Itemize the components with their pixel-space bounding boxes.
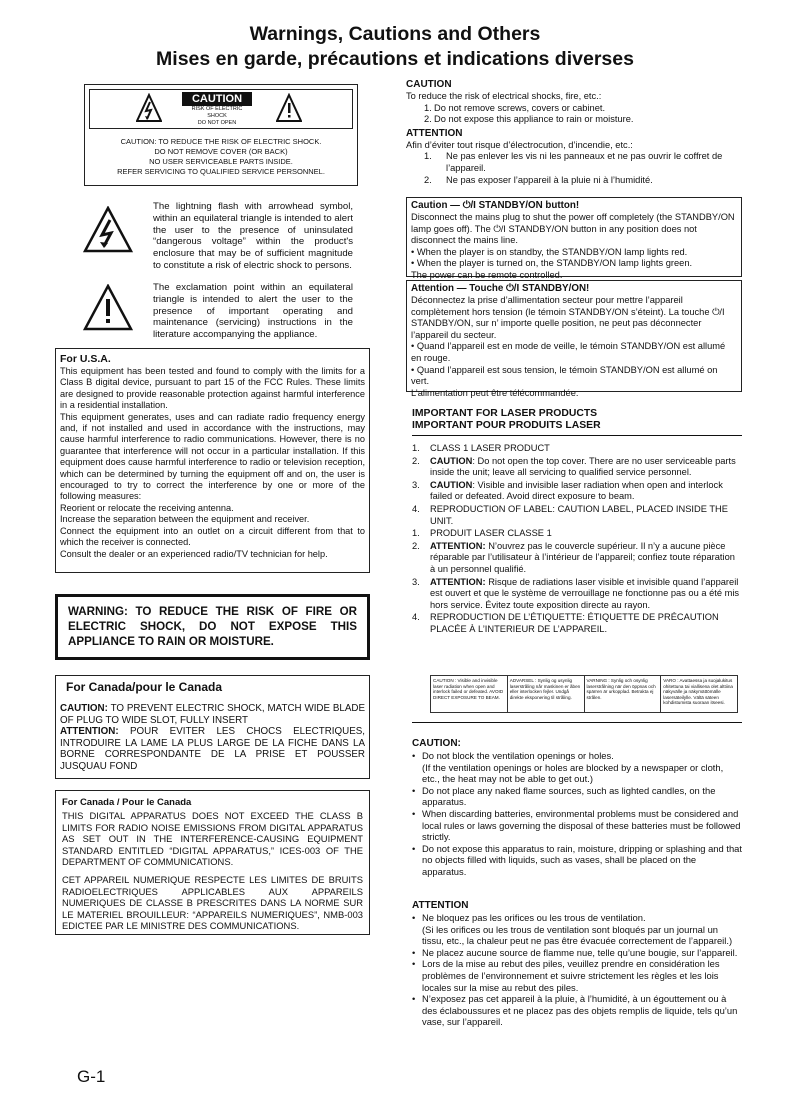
caution-item-2-num: 2.: [424, 114, 432, 125]
standby-en-line-3: • When the player is turned on, the STANDBY/ON lamp lights green.: [411, 258, 693, 269]
caution-line-1: CAUTION: TO REDUCE THE RISK OF ELECTRIC SHOCK.: [120, 137, 322, 146]
caution-sub2: DO NOT OPEN: [197, 120, 237, 126]
caution2-heading: CAUTION:: [412, 738, 461, 749]
attention2-heading: ATTENTION: [412, 900, 469, 911]
laser-rule: [412, 435, 742, 436]
canada-attention-label: ATTENTION:: [60, 726, 119, 738]
laser-bottom-rule: [412, 722, 742, 723]
laser-caution-label-image: [430, 675, 738, 713]
canada-ices-p2: CET APPAREIL NUMERIQUE RESPECTE LES LIMITES DE BRUITS RADIOELECTRIQUES APPLICABLES AUX APPAREILS NUMERIQUES DE CLASSE B PRESCRITES DANS LA NORME SUR LE MATERIEL BROUILLEUR: “APPAREILS NUMERIQUES”, NMB-003 EDICTEE PAR LE MINISTRE DES COMMUNICATIONS.: [62, 873, 363, 932]
usa-p4: Increase the separation between the equipment and receiver.: [60, 514, 310, 525]
usa-p2: This equipment generates, uses and can radiate radio frequency energy and, if not installed and used in accordance with the instructions, may cause harmful interference to radio communications. However, there is no guarantee that interference will not occur in a particular installation. If this equipment does cause harmful interference to radio or television reception, which can be determined by turning the equipment off and on, the user is encouraged to try to correct the interference by one or more of the following measures:: [60, 411, 365, 502]
lightning-triangle-icon: [83, 206, 133, 259]
laser-item: 1. CLASS 1 LASER PRODUCT: [412, 443, 550, 453]
usa-box: [55, 348, 370, 573]
canada-ices-box: [55, 790, 370, 935]
attention-intro: Afin d’éviter tout risque d’électrocution, d’incendie, etc.:: [406, 139, 633, 150]
caution-label-box: [84, 84, 358, 186]
canada-plug-heading: For Canada/pour le Canada: [66, 680, 223, 694]
caution-item-1: Do not remove screws, covers or cabinet.: [434, 102, 606, 113]
canada-ices-p1: THIS DIGITAL APPARATUS DOES NOT EXCEED THE CLASS B LIMITS FOR RADIO NOISE EMISSIONS FROM DIGITAL APPARATUS AS SET OUT IN THE INTERFERENCE-CAUSING EQUIPMENT STANDARD ENTITLED “DIGITAL APPARATUS,” ICES-003 OF THE DEPARTMENT OF COMMUNICATIONS.: [62, 810, 363, 868]
caution-line-3: NO USER SERVICEABLE PARTS INSIDE.: [149, 157, 293, 166]
caution-badge: CAUTION: [182, 92, 252, 106]
standby-en-box: [406, 197, 742, 280]
attention-heading: ATTENTION: [406, 127, 463, 139]
warning-box: [55, 594, 370, 660]
exclamation-icon: [276, 93, 302, 128]
lightning-icon: [136, 93, 162, 128]
usa-p6: Consult the dealer or an experienced radio/TV technician for help.: [60, 548, 328, 559]
caution2-item: • Do not block the ventilation openings or holes.: [422, 750, 742, 762]
usa-p3: Reorient or relocate the receiving antenna.: [60, 502, 234, 513]
standby-fr-box: [406, 280, 742, 398]
usa-p1: This equipment has been tested and found to comply with the limits for a Class B digital device, pursuant to part 15 of the FCC Rules. These limits are designed to provide reasonable protection against harmful interference in a residential installation.: [60, 366, 365, 411]
caution-sub1: RISK OF ELECTRIC SHOCK: [191, 106, 243, 119]
laser-list: [412, 443, 740, 636]
label-cell-fi: VARO : Avattaessa ja suojalukitus ohitettuna tai viallisena olet alttiina näkyvälle ja näkymättömälle lasersäteilylle. Vältä säteen kohdistumista suoraan itseesi.: [663, 678, 733, 706]
attention-item-2-num: 2.: [424, 174, 432, 185]
canada-ices-heading: For Canada / Pour le Canada: [62, 797, 192, 808]
caution-item-2: Do not expose this appliance to rain or moisture.: [434, 114, 634, 125]
caution-intro: To reduce the risk of electrical shocks, fire, etc.:: [406, 91, 602, 101]
attention2-item: • Ne bloquez pas les orifices ou les trous de ventilation.: [422, 912, 742, 924]
canada-attention-text: POUR EVITER LES CHOCS ELECTRIQUES, INTRODUIRE LA LAME LA PLUS LARGE DE LA FICHE DANS LA BORNE CORRESPONDANTE DE LA PRISE ET POUSSER JUSQUAU FOND: [60, 726, 365, 772]
attention2-item: • Ne placez aucune source de flamme nue, telle qu’une bougie, sur l’appareil.: [422, 947, 742, 959]
lightning-explanation: The lightning flash with arrowhead symbol, within an equilateral triangle is intended to alert the user to the presence of uninsulated “dangerous voltage” within the product's enclosure that may be of sufficient magnitude to constitute a risk of electric shock to persons.: [153, 201, 353, 271]
laser-item: 2. ATTENTION: N’ouvrez pas le couvercle supérieur. Il n’y a aucune pièce réparable par l’utilisateur à l’intérieur de l’appareil; confiez toute réparation à un personnel qualifié.: [412, 540, 735, 574]
standby-en-line-1: Disconnect the mains plug to shut the power off completely (the STANDBY/ON lamp goes off). The ⏻/I STANDBY/ON button in any position does not disconnect the mains line.: [411, 212, 735, 246]
usa-p5: Connect the equipment into an outlet on a circuit different from that to which the receiver is connected.: [60, 525, 365, 548]
laser-item: 4. REPRODUCTION DE L’ÉTIQUETTE: ÉTIQUETTE DE PRÉCAUTION PLACÉE À L’INTERIEUR DE L’APPAREIL.: [412, 612, 719, 634]
caution2-item: • When discarding batteries, environmental problems must be considered and local rules or laws governing the disposal of these batteries must be followed strictly.: [422, 808, 742, 843]
attention-ventilation-section: [412, 900, 742, 1028]
canada-plug-box: [55, 675, 370, 779]
exclamation-explanation: The exclamation point within an equilateral triangle is intended to alert the user to the presence of important operating and maintenance (servicing) instructions in the literature accompanying the appliance.: [153, 282, 353, 341]
page-subtitle: Mises en garde, précautions et indications diverses: [156, 48, 634, 70]
attention2-item: • N’exposez pas cet appareil à la pluie, à l’humidité, à un égouttement ou à des éclaboussures et ne placez pas des objets remplis de liquide, tels qu’un vase, sur l’appareil.: [422, 993, 742, 1028]
laser-section: [412, 408, 742, 436]
label-cell-en: CAUTION : Visible and invisible laser radiation when open and interlock failed or defeated. AVOID DIRECT EXPOSURE TO BEAM.: [431, 676, 508, 712]
canada-caution-text: TO PREVENT ELECTRIC SHOCK, MATCH WIDE BLADE OF PLUG TO WIDE SLOT, FULLY INSERT: [60, 703, 365, 726]
caution-label-header: [89, 89, 353, 129]
top-caution-section: [406, 79, 742, 186]
standby-fr-line-1: Déconnectez la prise d’allimentation secteur pour mettre l’appareil complètement hors tension (le témoin STANDBY/ON s’éteint). La touche ⏻/I STANDBY/ON, sur n’ importe quelle position, ne peut pas déconnecter l’appareil du secteur.: [411, 295, 725, 340]
laser-item: 4. REPRODUCTION OF LABEL: CAUTION LABEL, PLACED INSIDE THE UNIT.: [412, 503, 728, 526]
caution-ventilation-section: [412, 738, 742, 878]
page-title: Warnings, Cautions and Others: [249, 23, 541, 45]
laser-heading-2: IMPORTANT POUR PRODUITS LASER: [412, 420, 601, 431]
caution-line-4: REFER SERVICING TO QUALIFIED SERVICE PERSONNEL.: [117, 167, 325, 176]
laser-heading-1: IMPORTANT FOR LASER PRODUCTS: [412, 408, 598, 419]
caution-heading: CAUTION: [406, 79, 452, 90]
caution-line-2: DO NOT REMOVE COVER (OR BACK): [154, 147, 288, 156]
attention-item-1-num: 1.: [424, 151, 432, 162]
exclamation-triangle-icon: [83, 284, 133, 337]
warning-text: WARNING: TO REDUCE THE RISK OF FIRE OR ELECTRIC SHOCK, DO NOT EXPOSE THIS APPLIANCE TO RAIN OR MOISTURE.: [68, 605, 357, 648]
standby-en-line-4: The power can be remote controlled.: [411, 269, 563, 280]
label-cell-sv: VARNING : Synlig och osynlig laserstrålning när den öppnas och spärren är urkopplad. Betrakta ej strålen.: [585, 676, 662, 712]
caution-item-1-num: 1.: [424, 102, 432, 113]
laser-item: 3. CAUTION: Visible and invisible laser radiation when open and interlock failed or defeated. Avoid direct exposure to beam.: [412, 479, 723, 502]
canada-caution-label: CAUTION:: [60, 703, 108, 714]
attention-item-2: Ne pas exposer l’appareil à la pluie ni à l’humidité.: [446, 174, 653, 185]
page-number: G-1: [77, 1067, 106, 1086]
standby-en-heading: Caution — ⏻/I STANDBY/ON button!: [411, 200, 580, 211]
attention2-item: • Lors de la mise au rebut des piles, veuillez prendre en considération les problèmes de l’environnement et suivre strictement les règles et les lois locales sur la mise au rebut des piles.: [422, 958, 742, 993]
attention-item-1: Ne pas enlever les vis ni les panneaux et ne pas ouvrir le coffret de l’appareil.: [446, 151, 723, 173]
attention2-item-note: (Si les orifices ou les trous de ventilation sont bloqués par un journal un tissu, etc., la chaleur peut ne pas être évacuée correctement de l’appareil.): [422, 923, 733, 947]
standby-en-line-2: • When the player is on standby, the STANDBY/ON lamp lights red.: [411, 246, 688, 257]
standby-fr-line-4: L’alimentation peut être télécommandée.: [411, 387, 579, 398]
caution2-item-note: (If the ventilation openings or holes are blocked by a newspaper or cloth, etc., the heat may not be able to get out.): [422, 761, 724, 785]
caution2-item: • Do not expose this apparatus to rain, moisture, dripping or splashing and that no objects filled with liquids, such as vases, shall be placed on the apparatus.: [422, 843, 742, 878]
standby-fr-line-2: • Quand l’appareil est en mode de veille, le témoin STANDBY/ON est allumé en rouge.: [411, 341, 726, 363]
laser-item: 1. PRODUIT LASER CLASSE 1: [412, 528, 552, 539]
laser-item: 3. ATTENTION: Risque de radiations laser visible et invisible quand l’appareil est ouvert et que le système de verrouillage ne fonctionne pas ou a été mis hors service. Évitez toute exposition directe au rayon.: [412, 576, 740, 610]
usa-heading: For U.S.A.: [60, 353, 111, 365]
caution2-item: • Do not place any naked flame sources, such as lighted candles, on the apparatus.: [422, 785, 742, 808]
standby-fr-line-3: • Quand l’appareil est sous tension, le témoin STANDBY/ON est allumé on vert.: [411, 364, 718, 387]
laser-item: 2. CAUTION: Do not open the top cover. There are no user serviceable parts inside the unit; leave all servicing to qualified service personnel.: [412, 455, 736, 478]
label-cell-da: ADVARSEL : Synlig og usynlig laserstråling når maskinen er åben eller interlocken fejler. Undgå direkte eksponering til stråling.: [508, 676, 585, 712]
standby-fr-heading: Attention — Touche ⏻/I STANDBY/ON!: [411, 283, 590, 294]
